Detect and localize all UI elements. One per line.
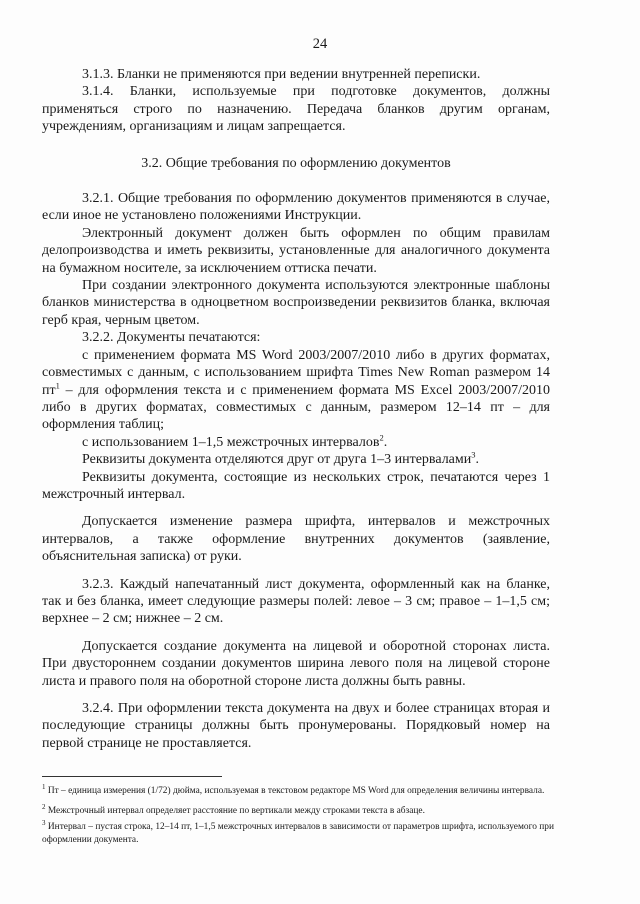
requisites-spacing-period: . [475, 452, 479, 468]
section-heading-3-2: 3.2. Общие требования по оформлению документов [141, 155, 451, 171]
footnote-3 [42, 817, 554, 846]
paragraph-3-2-2: 3.2.2. Документы печатаются: [82, 330, 261, 346]
paragraph-3-1-4: 3.1.4. Бланки, используемые при подготовке документов, должны применяться строго по назначению. Передача бланков другим органам, учреждениям, организациям и лицам запрещается. [42, 84, 550, 135]
paragraph-electronic-document: Электронный документ должен быть оформлен по общим правилам делопроизводства и иметь реквизиты, установленные для аналогичного документа на бумажном носителе, за исключением оттиска печати. [42, 225, 550, 276]
footnote-1 [42, 781, 554, 798]
footnote-divider [42, 776, 222, 777]
footnotes-section [42, 776, 554, 847]
page-number: 24 [312, 36, 328, 52]
paragraph-templates: При создании электронного документа используются электронные шаблоны бланков министерства в одноцветном воспроизведении реквизитов бланка, включая герб края, черным цветом. [42, 278, 550, 328]
paragraph-3-2-1: 3.2.1. Общие требования по оформлению документов применяются в случае, если иное не установлено положениями Инструкции. [42, 191, 550, 224]
line-spacing-period: . [383, 434, 388, 450]
footnote-3-text: Интервал – пустая строка, 12–14 пт, 1–1,5 межстрочных интервалов в зависимости от параметров шрифта, используемого при оформлении документа. [42, 822, 555, 846]
footnote-marker-2: 2 [42, 802, 46, 811]
paragraph-print-formats [42, 347, 550, 434]
paragraph-two-sided: Допускается создание документа на лицевой и оборотной сторонах листа. При двустороннем создании документов ширина левого поля на лицевой стороне листа и правого поля на оборотной стороне листа должны быть равны. [42, 638, 550, 689]
footnote-ref-3: 3 [471, 449, 476, 460]
print-formats-text: с применением формата MS Word 2003/2007/2010 либо в других форматах, совместимых с данным, с использованием шрифта Times New Roman размером 14 пт [42, 347, 550, 398]
line-spacing-text: с использованием 1–1,5 межстрочных интервалов [82, 434, 380, 450]
paragraph-size-changes: Допускается изменение размера шрифта, интервалов и межстрочных интервалов, а также оформление внутренних документов (заявление, объяснительная записка) от руки. [42, 514, 550, 565]
paragraph-3-1-3: 3.1.3. Бланки не применяются при ведении внутренней переписки. [82, 67, 481, 82]
footnote-2-text: Межстрочный интервал определяет расстояние по вертикали между строками текста в абзаце. [47, 805, 425, 816]
footnote-ref-2: 2 [379, 432, 384, 443]
footnote-ref-1: 1 [55, 379, 60, 390]
footnote-2 [42, 801, 554, 818]
paragraph-3-2-4: 3.2.4. При оформлении текста документа на двух и более страницах вторая и последующие страницы должны быть пронумерованы. Порядковый номер на первой странице не проставляется. [42, 701, 550, 751]
paragraph-multiline-requisites: Реквизиты документа, состоящие из нескольких строк, печатаются через 1 межстрочный интервал. [42, 469, 550, 502]
footnote-1-text: Пт – единица измерения (1/72) дюйма, используемая в текстовом редакторе MS Word для определения величины интервала. [47, 786, 545, 797]
document-body [42, 66, 550, 752]
print-formats-continuation: – для оформления текста и с применением формата MS Excel 2003/2007/2010 либо в других форматах, совместимых с данным, размером 12–14 пт – для оформления таблиц; [42, 382, 551, 433]
footnote-marker-1: 1 [42, 783, 46, 791]
requisites-spacing-text: Реквизиты документа отделяются друг от друга 1–3 интервалами [82, 452, 472, 468]
footnote-marker-3: 3 [42, 819, 46, 828]
paragraph-3-2-3: 3.2.3. Каждый напечатанный лист документа, оформленный как на бланке, так и без бланка, имеет следующие размеры полей: левое – 3 см; правое – 1–1,5 см; верхнее – 2 см; нижнее – 2 см. [42, 576, 550, 627]
paragraph-requisites-spacing [42, 451, 550, 468]
